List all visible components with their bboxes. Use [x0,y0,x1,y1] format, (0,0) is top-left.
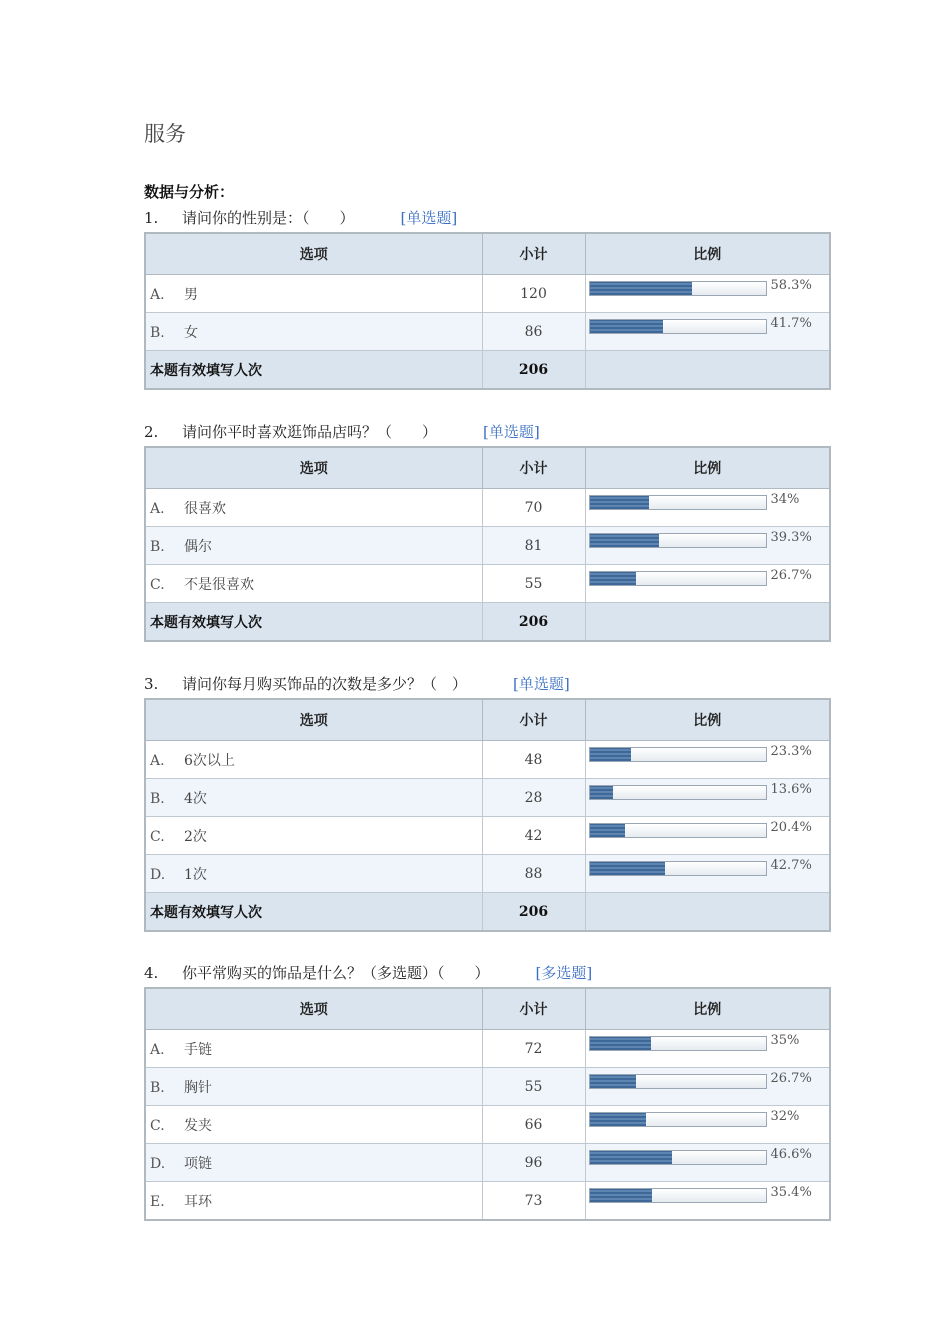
question-number: 3. [144,675,159,693]
ratio-bar-track [589,1150,767,1165]
document-title: 服务 [144,122,186,146]
option-count: 81 [482,527,585,565]
option-ratio-cell [585,1182,830,1221]
ratio-bar-track [589,1112,767,1127]
option-cell [145,1106,482,1144]
ratio-label: 34% [770,492,800,507]
table-header-row [145,447,830,489]
option-count: 120 [482,275,585,313]
option-label: 2次 [184,828,207,845]
ratio-bar-track [589,785,767,800]
question-4 [144,961,829,1221]
header-ratio: 比例 [585,988,830,1030]
question-number: 2. [144,423,159,441]
option-label: 耳环 [184,1193,212,1210]
total-ratio-cell [585,893,830,932]
option-count: 73 [482,1182,585,1221]
table-row [145,1030,830,1068]
header-count: 小计 [482,988,585,1030]
header-option: 选项 [145,699,482,741]
ratio-bar-fill [590,786,614,799]
table-header-row [145,988,830,1030]
option-ratio-cell [585,1068,830,1106]
option-cell [145,489,482,527]
total-label: 本题有效填写人次 [145,351,482,390]
option-ratio-cell [585,565,830,603]
header-count: 小计 [482,699,585,741]
question-title [144,420,829,444]
results-table [144,698,831,932]
option-letter: D. [150,866,166,883]
option-cell [145,527,482,565]
table-row [145,817,830,855]
ratio-label: 35.4% [770,1185,812,1200]
question-text: 你平常购买的饰品是什么？（多选题）（ ） [182,964,490,982]
ratio-bar-fill [590,748,631,761]
total-count: 206 [482,603,585,642]
option-cell [145,565,482,603]
ratio-label: 13.6% [770,782,812,797]
ratio-label: 41.7% [770,316,812,331]
option-label: 项链 [184,1155,212,1172]
question-title [144,672,829,696]
header-ratio: 比例 [585,233,830,275]
ratio-label: 46.6% [770,1147,812,1162]
ratio-bar-fill [590,282,693,295]
table-row [145,527,830,565]
option-ratio-cell [585,779,830,817]
total-count: 206 [482,351,585,390]
question-title [144,206,829,230]
option-letter: B. [150,790,165,807]
table-row [145,1106,830,1144]
table-row [145,275,830,313]
option-cell [145,817,482,855]
option-cell [145,779,482,817]
option-ratio-cell [585,1030,830,1068]
option-letter: C. [150,1117,165,1134]
option-cell [145,1030,482,1068]
question-type-link[interactable]: [多选题] [535,964,593,982]
option-label: 发夹 [184,1117,212,1134]
ratio-bar-fill [590,824,626,837]
option-label: 男 [184,286,198,303]
question-text: 请问你平时喜欢逛饰品店吗？（ ） [182,423,438,441]
table-row [145,565,830,603]
ratio-label: 32% [770,1109,800,1124]
option-ratio-cell [585,527,830,565]
table-row [145,1182,830,1221]
option-cell [145,1144,482,1182]
ratio-label: 42.7% [770,858,812,873]
option-letter: A. [150,752,165,769]
header-ratio: 比例 [585,447,830,489]
table-row [145,741,830,779]
ratio-bar-track [589,861,767,876]
option-letter: C. [150,828,165,845]
option-label: 4次 [184,790,207,807]
ratio-bar-track [589,747,767,762]
option-count: 55 [482,1068,585,1106]
option-label: 不是很喜欢 [184,576,254,593]
ratio-bar-fill [590,1075,637,1088]
option-count: 55 [482,565,585,603]
ratio-bar-track [589,495,767,510]
option-cell [145,741,482,779]
option-count: 88 [482,855,585,893]
option-ratio-cell [585,855,830,893]
option-letter: B. [150,538,165,555]
question-text: 请问你的性别是：（ ） [182,209,355,227]
option-count: 86 [482,313,585,351]
option-label: 手链 [184,1041,212,1058]
header-ratio: 比例 [585,699,830,741]
option-count: 28 [482,779,585,817]
option-letter: D. [150,1155,166,1172]
option-cell [145,1068,482,1106]
ratio-bar-fill [590,1037,652,1050]
ratio-bar-fill [590,534,659,547]
total-row [145,603,830,642]
total-row [145,893,830,932]
header-option: 选项 [145,233,482,275]
header-count: 小计 [482,447,585,489]
table-row [145,1144,830,1182]
option-count: 42 [482,817,585,855]
option-count: 48 [482,741,585,779]
ratio-bar-fill [590,1151,672,1164]
question-text: 请问你每月购买饰品的次数是多少？（ ） [182,675,468,693]
question-type-link[interactable]: [单选题] [513,675,570,693]
option-cell [145,1182,482,1221]
ratio-bar-track [589,823,767,838]
question-type-link[interactable]: [单选题] [483,423,540,441]
ratio-bar-track [589,571,767,586]
ratio-bar-fill [590,1189,652,1202]
ratio-label: 35% [770,1033,800,1048]
total-row [145,351,830,390]
option-label: 女 [184,324,198,341]
option-ratio-cell [585,1106,830,1144]
option-count: 72 [482,1030,585,1068]
total-label: 本题有效填写人次 [145,893,482,932]
option-label: 很喜欢 [184,500,226,517]
option-letter: A. [150,1041,165,1058]
question-type-link[interactable]: [单选题] [400,209,458,227]
ratio-bar-fill [590,572,637,585]
results-table [144,987,831,1221]
option-cell [145,275,482,313]
ratio-bar-track [589,533,767,548]
option-letter: B. [150,1079,165,1096]
ratio-label: 39.3% [770,530,812,545]
section-heading: 数据与分析： [144,183,235,201]
header-option: 选项 [145,988,482,1030]
ratio-bar-track [589,1188,767,1203]
ratio-label: 23.3% [770,744,812,759]
header-option: 选项 [145,447,482,489]
option-count: 96 [482,1144,585,1182]
results-table [144,446,831,642]
option-ratio-cell [585,1144,830,1182]
ratio-bar-fill [590,862,665,875]
option-ratio-cell [585,275,830,313]
ratio-label: 20.4% [770,820,812,835]
question-3 [144,672,829,932]
option-label: 6次以上 [184,752,235,769]
ratio-bar-fill [590,1113,646,1126]
total-ratio-cell [585,603,830,642]
ratio-bar-track [589,1074,767,1089]
option-ratio-cell [585,313,830,351]
option-letter: C. [150,576,165,593]
ratio-bar-fill [590,496,650,509]
option-ratio-cell [585,817,830,855]
table-row [145,1068,830,1106]
option-cell [145,855,482,893]
table-header-row [145,233,830,275]
total-label: 本题有效填写人次 [145,603,482,642]
ratio-bar-track [589,281,767,296]
header-count: 小计 [482,233,585,275]
option-label: 偶尔 [184,538,212,555]
option-letter: A. [150,500,165,517]
option-count: 66 [482,1106,585,1144]
option-ratio-cell [585,489,830,527]
ratio-bar-track [589,319,767,334]
question-number: 1. [144,209,159,227]
question-1 [144,206,829,390]
question-2 [144,420,829,642]
ratio-label: 26.7% [770,1071,812,1086]
option-letter: B. [150,324,165,341]
table-row [145,313,830,351]
option-label: 1次 [184,866,207,883]
ratio-bar-fill [590,320,663,333]
question-number: 4. [144,964,159,982]
question-title [144,961,829,985]
total-ratio-cell [585,351,830,390]
ratio-label: 58.3% [770,278,812,293]
option-letter: E. [150,1193,165,1210]
option-letter: A. [150,286,165,303]
option-label: 胸针 [184,1079,212,1096]
option-cell [145,313,482,351]
table-header-row [145,699,830,741]
option-ratio-cell [585,741,830,779]
table-row [145,855,830,893]
ratio-label: 26.7% [770,568,812,583]
ratio-bar-track [589,1036,767,1051]
table-row [145,779,830,817]
total-count: 206 [482,893,585,932]
results-table [144,232,831,390]
table-row [145,489,830,527]
option-count: 70 [482,489,585,527]
